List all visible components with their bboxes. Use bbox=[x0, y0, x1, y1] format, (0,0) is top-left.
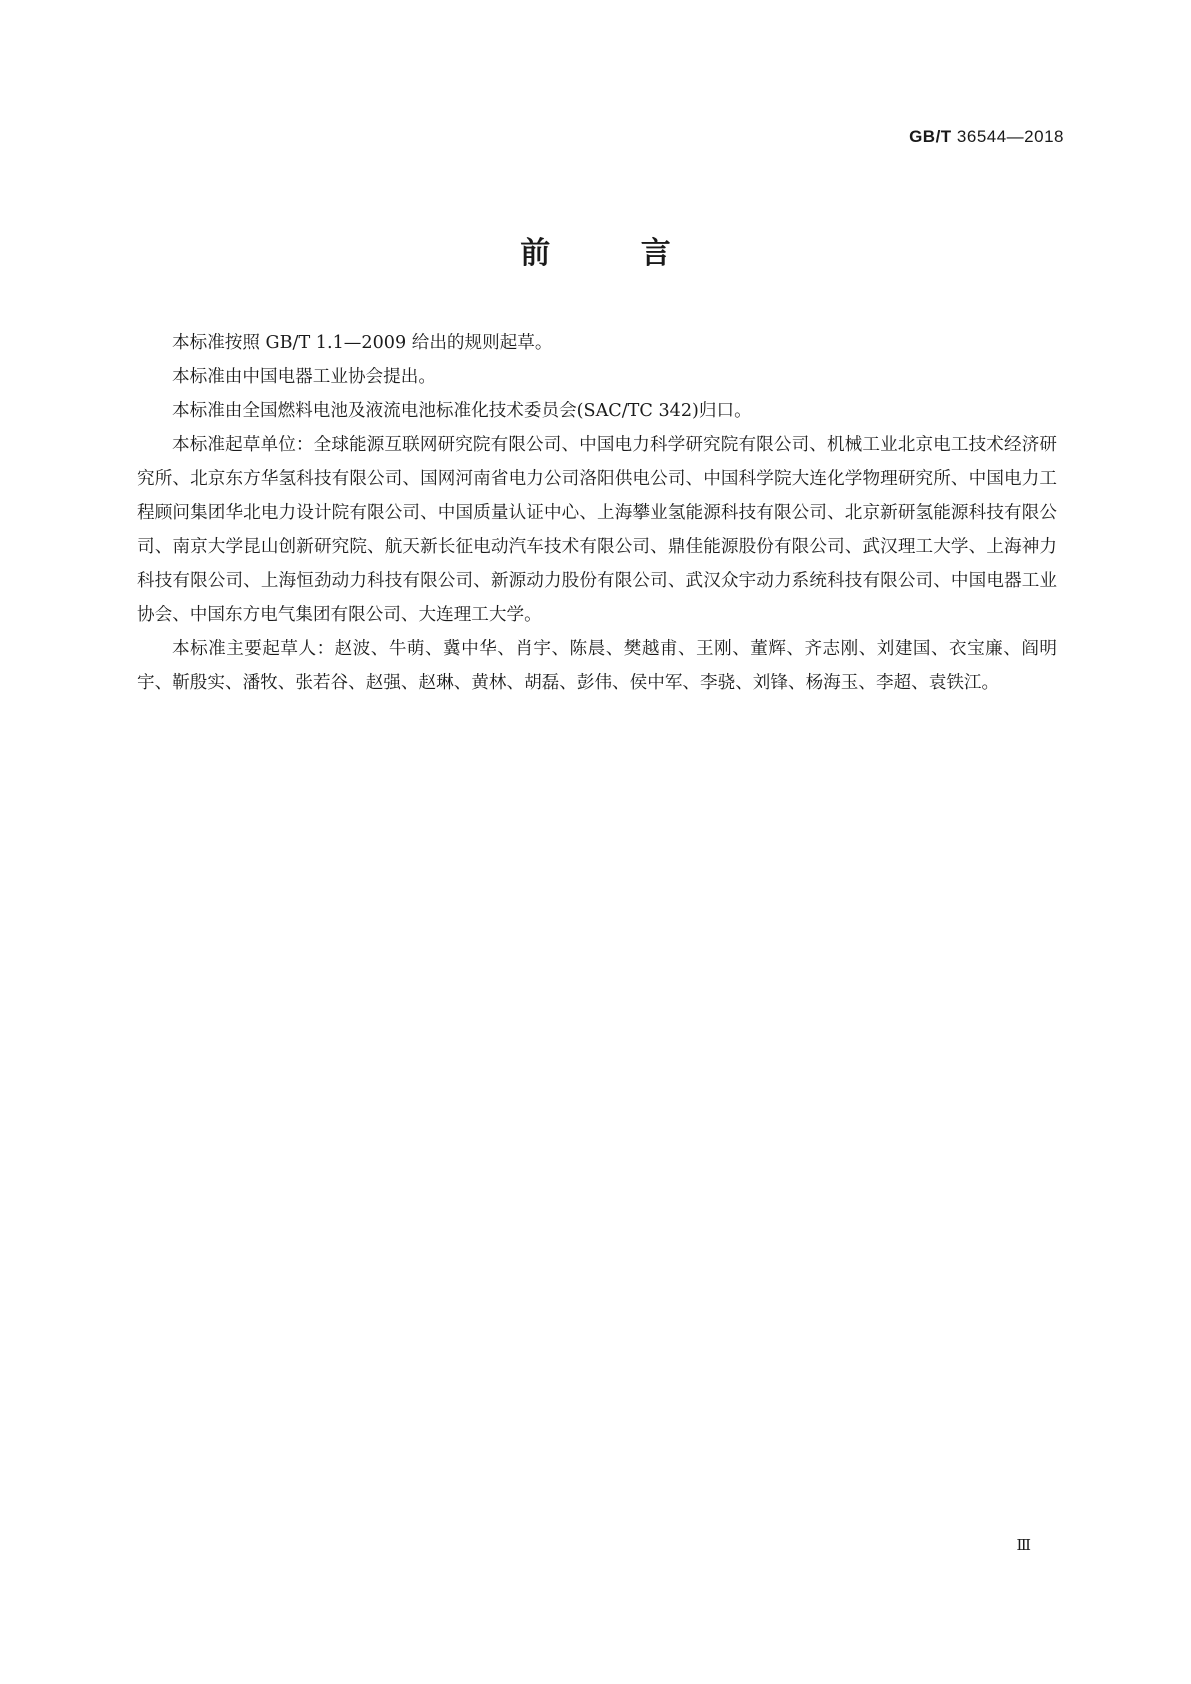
paragraph-drafting-units: 本标准起草单位：全球能源互联网研究院有限公司、中国电力科学研究院有限公司、机械工业北京电工技术经济研究所、北京东方华氢科技有限公司、国网河南省电力公司洛阳供电公司、中国科学院大连化学物理研究所、中国电力工程顾问集团华北电力设计院有限公司、中国质量认证中心、上海攀业氢能源科技有限公司、北京新研氢能源科技有限公司、南京大学昆山创新研究院、航天新长征电动汽车技术有限公司、鼎佳能源股份有限公司、武汉理工大学、上海神力科技有限公司、上海恒劲动力科技有限公司、新源动力股份有限公司、武汉众宇动力系统科技有限公司、中国电器工业协会、中国东方电气集团有限公司、大连理工大学。 bbox=[137, 435, 1057, 625]
standard-code bbox=[909, 127, 1064, 147]
standard-code-prefix: GB/T bbox=[909, 127, 952, 146]
foreword-body bbox=[137, 326, 1057, 700]
paragraph-main-drafters: 本标准主要起草人：赵波、牛萌、冀中华、肖宇、陈晨、樊越甫、王刚、董辉、齐志刚、刘建国、衣宝廉、阎明宇、靳殷实、潘牧、张若谷、赵强、赵琳、黄林、胡磊、彭伟、侯中军、李骁、刘锋、杨海玉、李超、袁铁江。 bbox=[137, 639, 1057, 693]
paragraph-drafting-rules: 本标准按照 GB/T 1.1—2009 给出的规则起草。 bbox=[172, 333, 553, 353]
page-number: Ⅲ bbox=[1016, 1536, 1031, 1554]
paragraph-centralized-by: 本标准由全国燃料电池及液流电池标准化技术委员会(SAC/TC 342)归口。 bbox=[172, 401, 752, 421]
page-title: 前 言 bbox=[520, 236, 711, 271]
paragraph-proposer: 本标准由中国电器工业协会提出。 bbox=[172, 367, 436, 387]
standard-code-number: 36544—2018 bbox=[956, 127, 1064, 146]
